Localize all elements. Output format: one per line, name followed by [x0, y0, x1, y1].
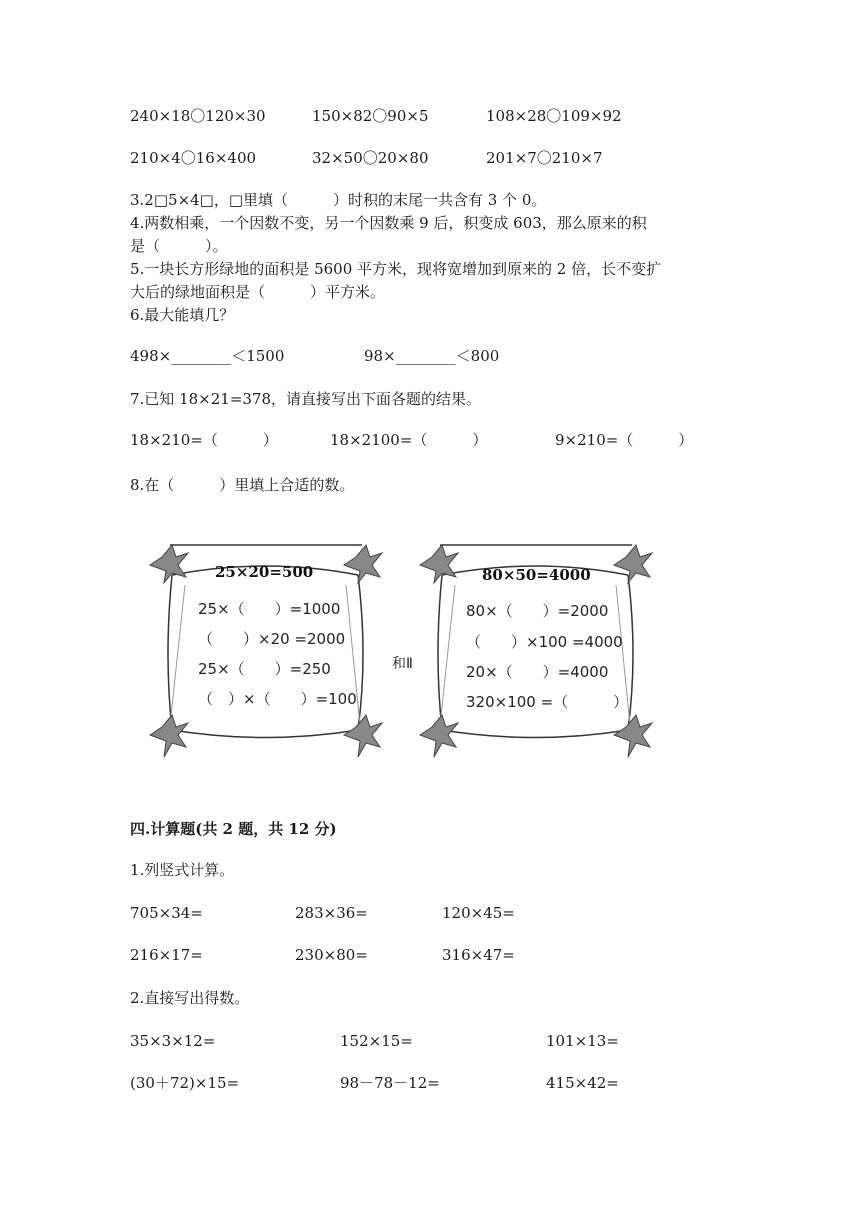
calc-item: 152×15=	[340, 1032, 413, 1050]
compare-item: 210×4〇16×400	[130, 149, 257, 167]
connector-text: 和Ⅱ	[392, 656, 413, 672]
compare-item: 201×7〇210×7	[486, 149, 603, 167]
question-7-item: 9×210=（ ）	[555, 431, 694, 449]
question-7: 7.已知 18×21=378，请直接写出下面各题的结果。	[130, 390, 482, 408]
calc-item: 705×34=	[130, 904, 203, 922]
section4-question-1: 1.列竖式计算。	[130, 861, 235, 879]
question-5-line1: 5.一块长方形绿地的面积是 5600 平方米，现将宽增加到原来的 2 倍，长不变扩	[130, 260, 662, 278]
question-3: 3.2□5×4□，□里填（ ）时积的末尾一共含有 3 个 0。	[130, 191, 547, 209]
left-frame-line: 25×（ ）=1000	[198, 600, 341, 618]
section-heading: 四.计算题(共 2 题，共 12 分)	[130, 820, 337, 838]
calc-item: 230×80=	[295, 946, 368, 964]
right-frame-line: （ ）×100 =4000	[466, 633, 623, 651]
calc-item: 283×36=	[295, 904, 368, 922]
calc-item: 35×3×12=	[130, 1032, 216, 1050]
question-4-line2: 是（ ）。	[130, 237, 228, 255]
question-7-item: 18×210=（ ）	[130, 431, 278, 449]
calc-item: 120×45=	[442, 904, 515, 922]
compare-item: 150×82〇90×5	[312, 107, 429, 125]
calc-item: 101×13=	[546, 1032, 619, 1050]
section4-question-2: 2.直接写出得数。	[130, 989, 250, 1007]
left-frame-line: （ ）×20 =2000	[198, 630, 346, 648]
left-frame-title: 25×20=500	[215, 563, 314, 581]
compare-item: 108×28〇109×92	[486, 107, 622, 125]
right-frame-line: 20×（ ）=4000	[466, 663, 609, 681]
calc-item: 415×42=	[546, 1074, 619, 1092]
calc-item: (30＋72)×15=	[130, 1074, 240, 1092]
question-5-line2: 大后的绿地面积是（ ）平方米。	[130, 283, 386, 301]
right-frame-line: 80×（ ）=2000	[466, 602, 609, 620]
question-6: 6.最大能填几？	[130, 306, 235, 324]
left-frame-line: （ ）×（ ）=100	[198, 690, 357, 708]
question-6-item: 498×________＜1500	[130, 347, 285, 365]
question-7-item: 18×2100=（ ）	[330, 431, 488, 449]
compare-item: 240×18〇120×30	[130, 107, 266, 125]
question-4-line1: 4.两数相乘，一个因数不变，另一个因数乘 9 后，积变成 603，那么原来的积	[130, 214, 647, 232]
left-frame-line: 25×（ ）=250	[198, 660, 331, 678]
right-frame-title: 80×50=4000	[482, 566, 591, 584]
question-6-item: 98×________＜800	[364, 347, 500, 365]
right-frame-line: 320×100 =（ ）	[466, 693, 629, 711]
calc-item: 316×47=	[442, 946, 515, 964]
question-8: 8.在（ ）里填上合适的数。	[130, 476, 355, 494]
calc-item: 216×17=	[130, 946, 203, 964]
calc-item: 98－78－12=	[340, 1074, 440, 1092]
compare-item: 32×50〇20×80	[312, 149, 429, 167]
